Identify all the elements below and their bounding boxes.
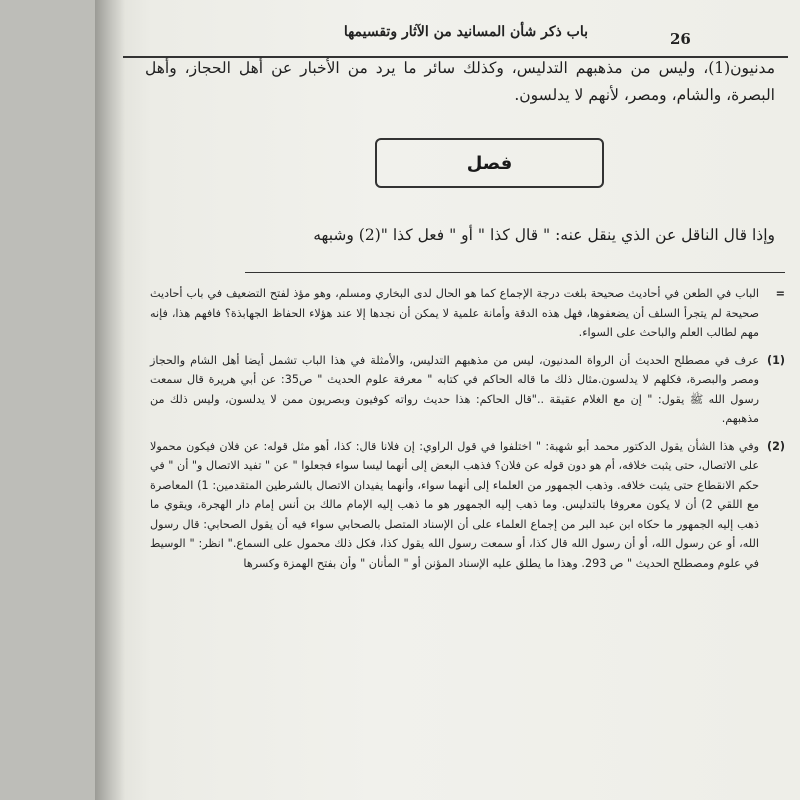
section-title-box: [375, 138, 604, 188]
footnote-1: [150, 351, 785, 429]
book-page: [95, 0, 800, 800]
footnote-text: الباب في الطعن في أحاديث صحيحة بلغت درجة الإجماع كما هو الحال لدى البخاري ومسلم، وهو مؤذ لفتح التضعيف في باب أحاديث صحيحة لم يتجرأ السلف أن يضعفوها، فهل هذه الدقة وأمانة علمية لا يمكن أن نجدها إلا عند هؤلاء الحفاظ الجهابذة؟ فافهم هذا، فإنه مهم لطالب العلم والباحث على السواء.: [150, 287, 759, 339]
main-text: [145, 55, 775, 109]
footnote-2: [150, 437, 785, 574]
footnote-continuation: [150, 284, 785, 343]
page-gutter: [95, 0, 125, 800]
section-title: فصل: [466, 152, 513, 174]
footnote-marker: (1): [766, 353, 785, 367]
main-paragraph: مدنيون(1)، وليس من مذهبهم التدليس، وكذلك سائر ما يرد من الأخبار عن أهل الحجاز، وأهل البصرة، والشام، ومصر، لأنهم لا يدلسون.: [145, 59, 775, 104]
footnotes: [150, 284, 785, 581]
page-header: [125, 14, 788, 50]
main-statement: وإذا قال الناقل عن الذي ينقل عنه: " قال كذا " أو " فعل كذا "(2) وشبهه: [313, 226, 775, 244]
footnote-text: وفي هذا الشأن يقول الدكتور محمد أبو شهبة: " اختلفوا في قول الراوي: إن فلانا قال: كذا، أهو مثل قوله: عن فلان فيكون محمولا على الاتصال، حتى يثبت خلافه، أم هو دون قوله عن فلان؟ فذهب البعض إلى أنهما ليسا سواء فجعلوا " عن " تفيد الاتصال و" أن " في حكم الانقطاع حتى يثبت خلافه. وذهب الجمهور من العلماء إلى أنهما سواء، وأنهما يفيدان الاتصال بالشرطين المتقدمين: 1) المعاصرة مع اللقي 2) أن لا يكون معروفا بالتدليس. وما ذهب إليه الجمهور هو ما ذهب إليه الإمام مالك بن أنس إمام دار الهجرة، ويقوي ما ذهب إليه الجمهور ما حكاه ابن عبد البر من إجماع العلماء على أن الإسناد المتصل بالصحابي سواء فيه أن يقول الصحابي: قال رسول الله، أو عن رسول الله، أو أن رسول الله قال كذا، أو سمعت رسول الله يقول كذا، فكل ذلك محمول على السماع." انظر: " الوسيط في علوم ومصطلح الحديث " ص 293. وهذا ما يطلق عليه الإسناد المؤنن أو " المأنان " وأن بفتح الهمزة وكسرها: [150, 439, 760, 570]
page-number: 26: [670, 30, 691, 48]
footnote-rule: [245, 272, 785, 273]
running-head: باب ذكر شأن المسانيد من الآثار وتقسيمها: [343, 24, 588, 40]
footnote-marker: =: [775, 287, 785, 300]
footnote-marker: (2): [766, 439, 785, 453]
footnote-text: عرف في مصطلح الحديث أن الرواة المدنيون، ليس من مذهبهم التدليس، والأمثلة في هذا الباب تشمل أيضا أهل الشام والحجاز ومصر والبصرة، فكلهم لا يدلسون.مثال ذلك ما قاله الحاكم في كتابه " معرفة علوم الحديث " ص35: عن أبي هريرة قال سمعت رسول الله ﷺ يقول: " إن مع الغلام عقيقة .."قال الحاكم: هذا حديث رواته كوفيون وبصريون ممن لا يدلسون، وليس ذلك من مذهبهم.: [150, 353, 759, 425]
